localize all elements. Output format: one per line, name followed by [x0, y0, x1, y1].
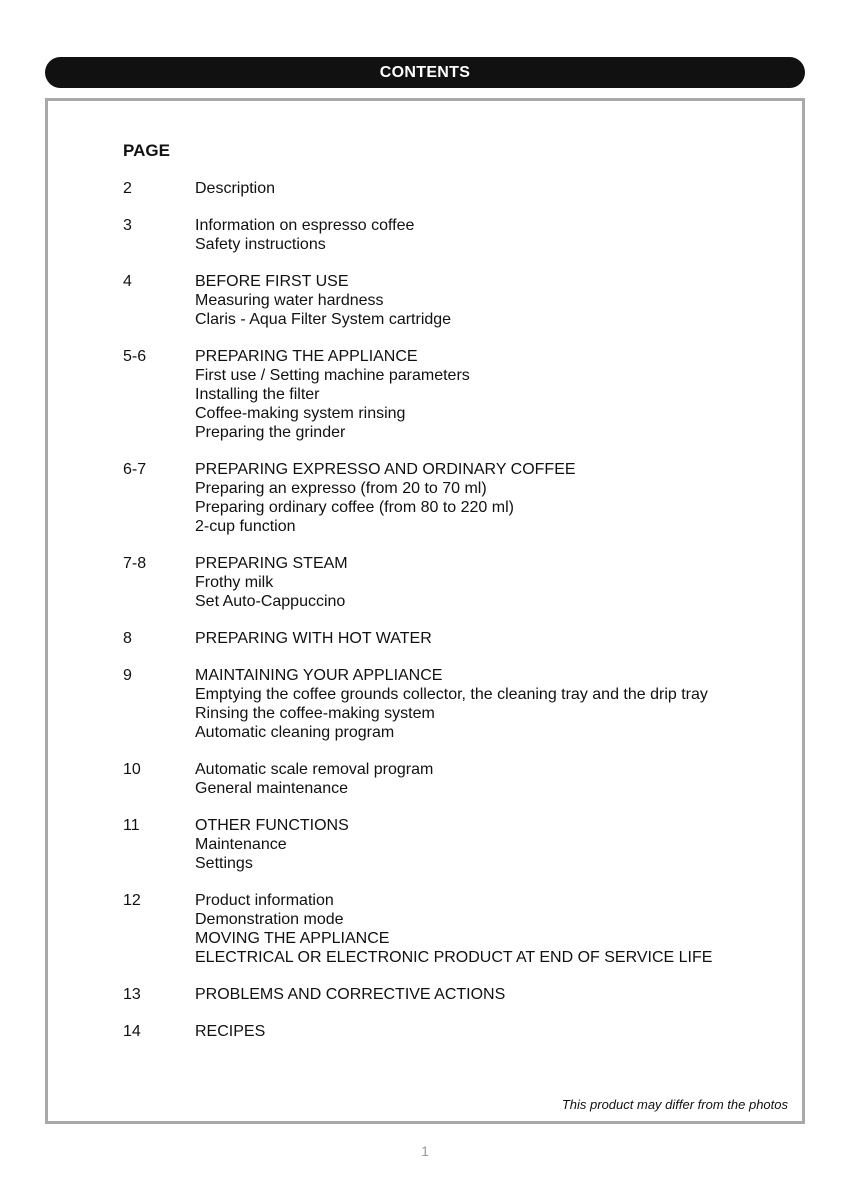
toc-entry [123, 985, 793, 1004]
toc-page-number: 9 [123, 667, 132, 684]
toc-entry-lines [195, 816, 793, 873]
toc-entry [123, 216, 793, 254]
toc-page-number: 7-8 [123, 555, 147, 572]
toc-line: Coffee-making system rinsing [195, 405, 406, 422]
toc-entry-lines [195, 985, 793, 1004]
toc-line: Preparing ordinary coffee (from 80 to 220 ml) [195, 499, 514, 516]
toc-entry-lines [195, 554, 793, 611]
toc-line: Information on espresso coffee [195, 217, 415, 234]
toc-entry-lines [195, 760, 793, 798]
toc-line: MOVING THE APPLIANCE [195, 930, 390, 947]
toc-line: PROBLEMS AND CORRECTIVE ACTIONS [195, 986, 506, 1003]
toc-entry [123, 554, 793, 611]
toc-line: Product information [195, 892, 334, 909]
toc-line: PREPARING WITH HOT WATER [195, 630, 432, 647]
contents-box [45, 98, 805, 1124]
contents-header-bar [45, 57, 805, 88]
toc-entry [123, 891, 793, 967]
toc-line: Automatic cleaning program [195, 724, 395, 741]
toc-page-number: 14 [123, 1023, 141, 1040]
toc-line: 2-cup function [195, 518, 296, 535]
toc-line: Set Auto-Cappuccino [195, 593, 346, 610]
toc-line: Emptying the coffee grounds collector, the cleaning tray and the drip tray [195, 686, 708, 703]
toc-line: Maintenance [195, 836, 287, 853]
page-number: 1 [421, 1143, 429, 1159]
toc-entry-lines [195, 460, 793, 536]
toc-page-number: 6-7 [123, 461, 147, 478]
toc-entry [123, 347, 793, 442]
toc-line: PREPARING EXPRESSO AND ORDINARY COFFEE [195, 461, 576, 478]
toc-page-number: 8 [123, 630, 132, 647]
toc-page-number: 2 [123, 180, 132, 197]
toc-entry [123, 1022, 793, 1041]
toc-line: Preparing the grinder [195, 424, 346, 441]
toc-page-number: 13 [123, 986, 141, 1003]
toc-entry-lines [195, 347, 793, 442]
toc-entry [123, 272, 793, 329]
toc-entry [123, 460, 793, 536]
toc-line: RECIPES [195, 1023, 266, 1040]
toc-entry-lines [195, 179, 793, 198]
toc-line: Measuring water hardness [195, 292, 384, 309]
toc-entry [123, 629, 793, 648]
table-of-contents [123, 179, 793, 1059]
toc-entry-lines [195, 666, 793, 742]
toc-line: Rinsing the coffee-making system [195, 705, 435, 722]
toc-line: Automatic scale removal program [195, 761, 434, 778]
toc-line: General maintenance [195, 780, 348, 797]
toc-line: PREPARING STEAM [195, 555, 348, 572]
toc-page-number: 10 [123, 761, 141, 778]
toc-line: Safety instructions [195, 236, 326, 253]
photo-disclaimer: This product may differ from the photos [561, 1097, 788, 1112]
toc-page-number: 3 [123, 217, 132, 234]
toc-page-number: 11 [123, 817, 140, 834]
toc-line: ELECTRICAL OR ELECTRONIC PRODUCT AT END OF SERVICE LIFE [195, 949, 713, 966]
toc-page-number: 12 [123, 892, 141, 909]
toc-entry-lines [195, 1022, 793, 1041]
toc-entry-lines [195, 891, 793, 967]
toc-entry [123, 816, 793, 873]
page-column-heading: PAGE [123, 141, 170, 160]
toc-line: Frothy milk [195, 574, 274, 591]
toc-line: Preparing an expresso (from 20 to 70 ml) [195, 480, 487, 497]
toc-line: OTHER FUNCTIONS [195, 817, 349, 834]
toc-line: Installing the filter [195, 386, 320, 403]
toc-line: BEFORE FIRST USE [195, 273, 349, 290]
toc-entry-lines [195, 629, 793, 648]
toc-entry [123, 179, 793, 198]
toc-page-number: 5-6 [123, 348, 147, 365]
toc-line: Demonstration mode [195, 911, 344, 928]
toc-line: MAINTAINING YOUR APPLIANCE [195, 667, 443, 684]
toc-entry [123, 760, 793, 798]
toc-entry-lines [195, 272, 793, 329]
contents-title: CONTENTS [379, 63, 471, 81]
toc-line: Claris - Aqua Filter System cartridge [195, 311, 452, 328]
toc-line: Settings [195, 855, 253, 872]
toc-line: Description [195, 180, 276, 197]
toc-entry-lines [195, 216, 793, 254]
toc-page-number: 4 [123, 273, 132, 290]
toc-entry [123, 666, 793, 742]
toc-line: PREPARING THE APPLIANCE [195, 348, 418, 365]
toc-line: First use / Setting machine parameters [195, 367, 470, 384]
